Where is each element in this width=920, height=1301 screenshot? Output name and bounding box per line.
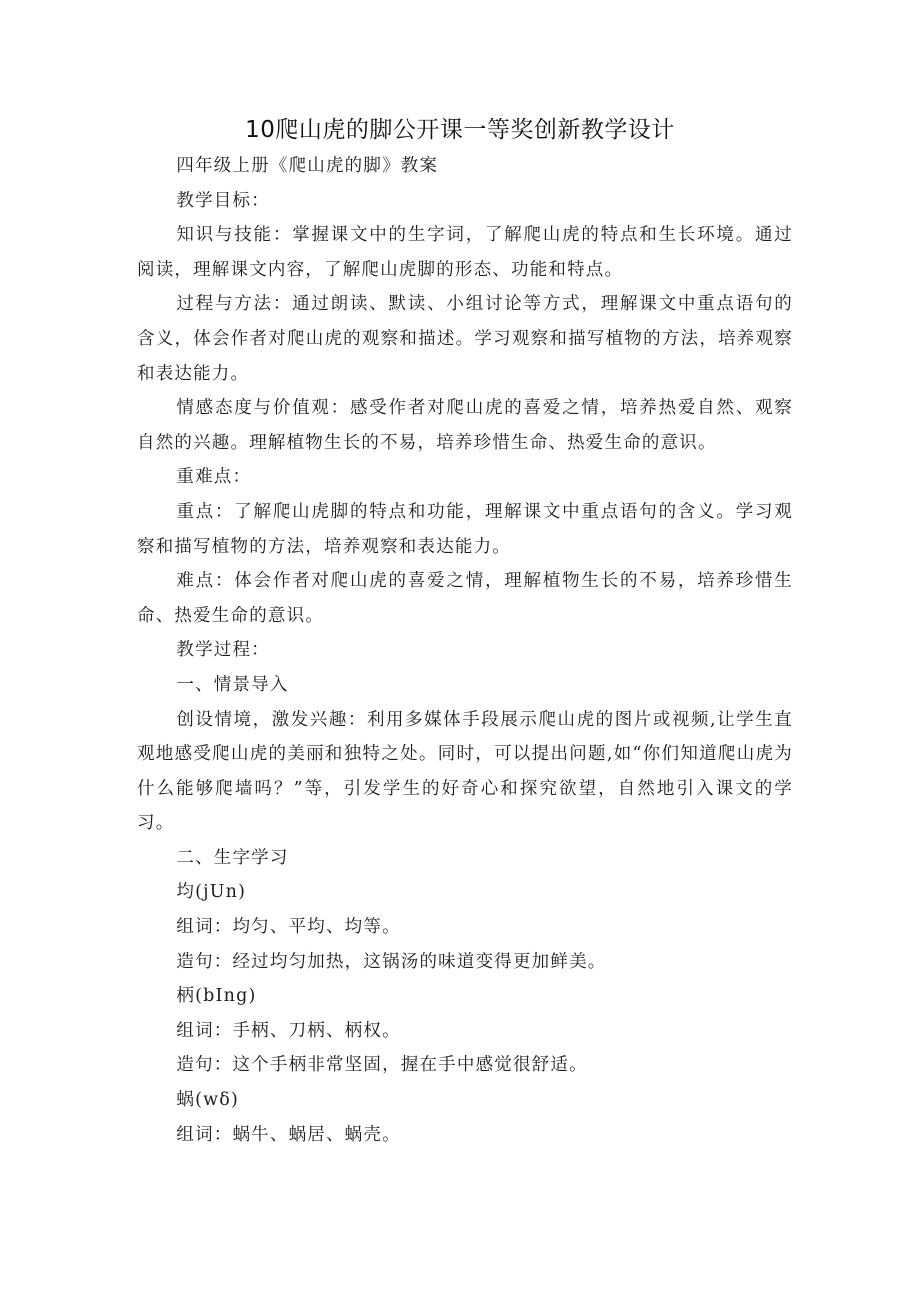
paragraph-jun-sentence: 造句：经过均匀加热，这锅汤的味道变得更加鲜美。	[176, 951, 607, 972]
paragraph-char-jun: 均(jUn)	[176, 882, 247, 903]
paragraph-section-one-heading: 一、情景导入	[176, 674, 289, 695]
paragraph-char-wo: 蜗(wδ)	[176, 1090, 240, 1111]
paragraph-scenario-intro: 创设情境，激发兴趣：利用多媒体手段展示爬山虎的图片或视频,让学生直观地感受爬山虎的美丽和独特之处。同时，可以提出问题,如“你们知道爬山虎为什么能够爬墙吗？”等，引发学生的好奇心和探究欲望，自然地引入课文的学习。	[137, 709, 793, 834]
paragraph-lesson-plan-heading: 四年级上册《爬山虎的脚》教案	[176, 156, 439, 176]
document-body	[137, 149, 793, 1152]
document-title: 10爬山虎的脚公开课一等奖创新教学设计	[245, 117, 675, 143]
paragraph-teaching-process-heading: 教学过程：	[176, 640, 270, 661]
paragraph-bing-sentence: 造句：这个手柄非常坚固，握在手中感觉很舒适。	[176, 1055, 588, 1076]
paragraph-wo-words: 组词：蜗牛、蜗居、蜗壳。	[176, 1124, 401, 1145]
paragraph-difficult-points: 难点：体会作者对爬山虎的喜爱之情，理解植物生长的不易，培养珍惜生命、热爱生命的意识。	[137, 571, 793, 626]
paragraph-process-methods: 过程与方法：通过朗读、默读、小组讨论等方式，理解课文中重点语句的含义，体会作者对爬山虎的观察和描述。学习观察和描写植物的方法，培养观察和表达能力。	[137, 294, 793, 384]
paragraph-jun-words: 组词：均匀、平均、均等。	[176, 917, 401, 938]
paragraph-section-two-heading: 二、生字学习	[176, 847, 289, 868]
paragraph-bing-words: 组词：手柄、刀柄、柄权。	[176, 1020, 401, 1041]
paragraph-emotion-values: 情感态度与价值观：感受作者对爬山虎的喜爱之情，培养热爱自然、观察自然的兴趣。理解植物生长的不易，培养珍惜生命、热爱生命的意识。	[137, 398, 793, 453]
paragraph-knowledge-skills: 知识与技能：掌握课文中的生字词，了解爬山虎的特点和生长环境。通过阅读，理解课文内容，了解爬山虎脚的形态、功能和特点。	[137, 225, 793, 280]
paragraph-key-difficult-heading: 重难点：	[176, 467, 252, 488]
paragraph-char-bing: 柄(bIng)	[176, 986, 257, 1007]
paragraph-teaching-goals-heading: 教学目标：	[176, 190, 270, 211]
paragraph-key-points: 重点：了解爬山虎脚的特点和功能，理解课文中重点语句的含义。学习观察和描写植物的方法，培养观察和表达能力。	[137, 501, 793, 557]
